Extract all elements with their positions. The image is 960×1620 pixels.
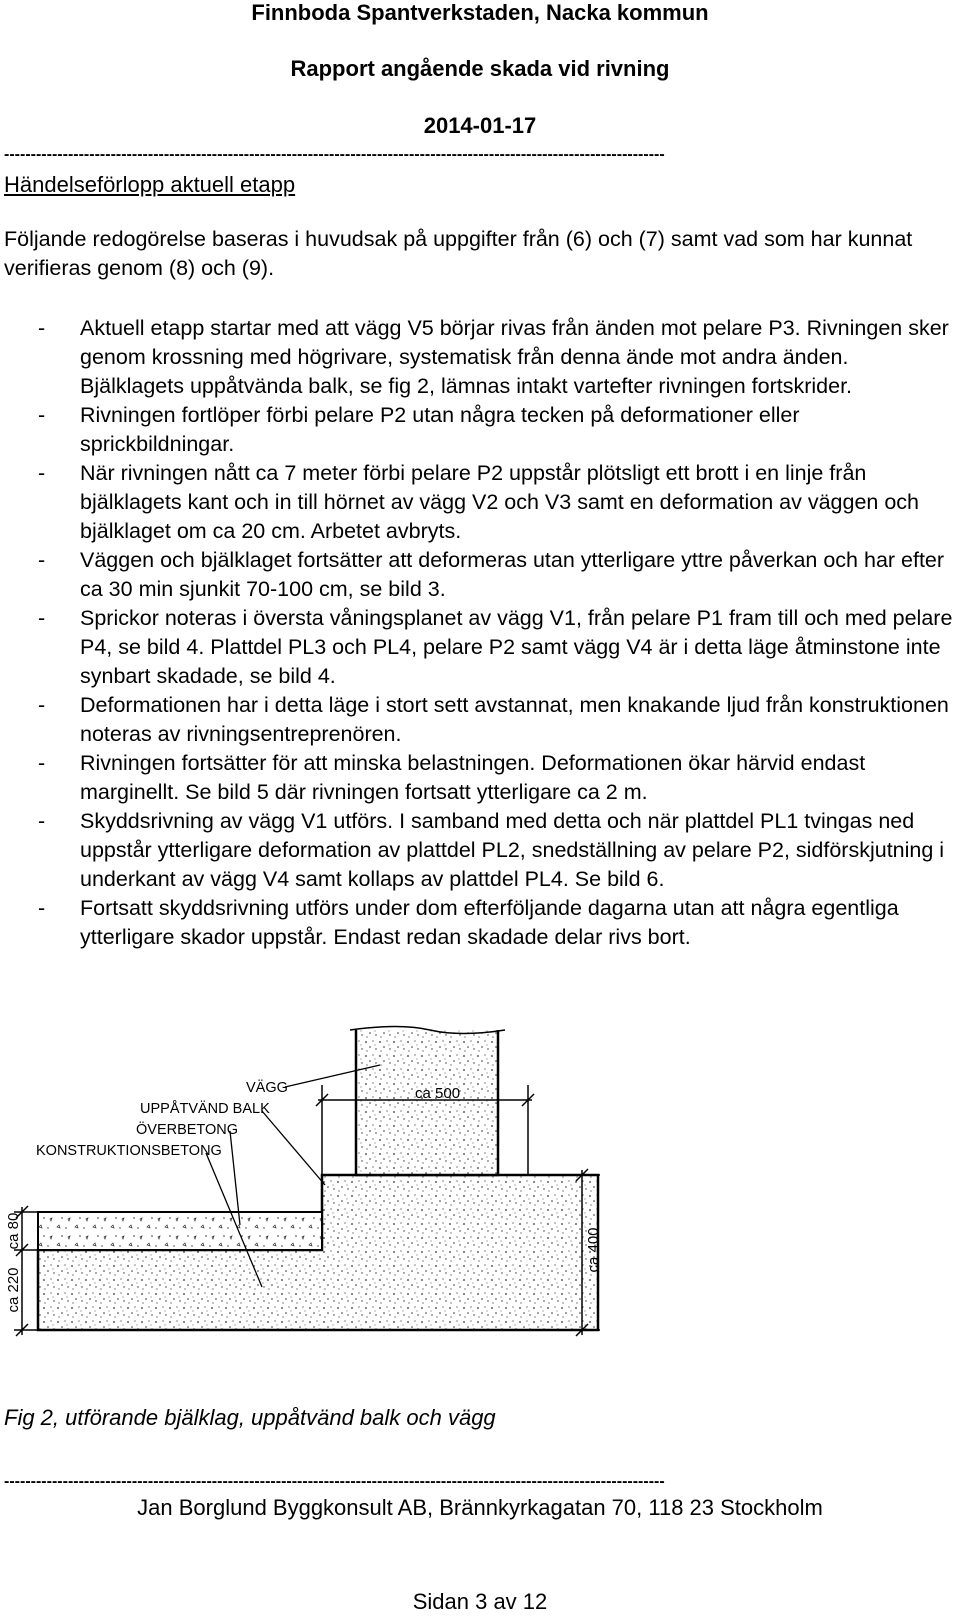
intro-paragraph: Följande redogörelse baseras i huvudsak på uppgifter från (6) och (7) samt vad som har kunnat verifieras genom (8) och (9).	[4, 227, 913, 280]
list-item-text: Sprickor noteras i översta våningsplanet av vägg V1, från pelare P1 fram till och med pelare P4, se bild 4. Plattdel PL3 och PL4, pelare P2 samt vägg V4 är i detta läge åtminstone inte synbart skadade, se bild 4.	[80, 606, 953, 688]
bullet-dash: -	[38, 606, 46, 630]
dimension-top-label: ca 80	[5, 1212, 22, 1250]
section-drawing-figure	[0, 1025, 960, 1365]
bullet-dash: -	[38, 809, 46, 833]
topping-layer	[38, 1212, 322, 1250]
bullet-dash: -	[38, 403, 46, 427]
label-structural: KONSTRUKTIONSBETONG	[36, 1143, 222, 1159]
list-item	[4, 459, 954, 546]
section-heading: Händelseförlopp aktuell etapp	[4, 172, 296, 197]
list-item	[4, 691, 954, 749]
list-item	[4, 807, 954, 894]
report-subtitle: Rapport angående skada vid rivning	[290, 56, 670, 81]
header-separator: ----------------------------------------------------------------------------------------------------------------------------	[4, 147, 665, 163]
bullet-dash: -	[38, 751, 46, 775]
list-item-text: Aktuell etapp startar med att vägg V5 börjar rivas från änden mot pelare P3. Rivningen sker genom krossning med högrivare, systematisk från denna ände mot andra änden. Bjälklagets uppåtvända balk, se fig 2, lämnas intakt vartefter rivningen fortskrider.	[80, 316, 949, 398]
list-item	[4, 546, 954, 604]
bullet-dash: -	[38, 896, 46, 920]
report-date: 2014-01-17	[423, 113, 537, 138]
list-item	[4, 401, 954, 459]
list-item-text: Skyddsrivning av vägg V1 utförs. I samband med detta och när plattdel PL1 tvingas ned uppstår ytterligare deformation av plattdel PL2, snedställning av pelare P2, sidförskjutning i underkant av vägg V4 samt kollaps av plattdel PL4. Se bild 6.	[80, 809, 945, 891]
page-number: Sidan 3 av 12	[412, 1589, 548, 1614]
dimension-slab-label: ca 220	[5, 1267, 22, 1313]
footer-company: Jan Borglund Byggkonsult AB, Brännkyrkagatan 70, 118 23 Stockholm	[137, 1495, 823, 1520]
document-title: Finnboda Spantverkstaden, Nacka kommun	[251, 0, 709, 25]
bullet-dash: -	[38, 693, 46, 717]
dimension-width-label: ca 500	[415, 1085, 461, 1102]
list-item	[4, 749, 954, 807]
label-beam: UPPÅTVÄND BALK	[140, 1101, 270, 1117]
list-item-text: När rivningen nått ca 7 meter förbi pelare P2 uppstår plötsligt ett brott i en linje från bjälklagets kant och in till hörnet av vägg V2 och V3 samt en deformation av väggen och bjälklaget om ca 20 cm. Arbetet avbryts.	[80, 461, 920, 543]
bullet-dash: -	[38, 548, 46, 572]
list-item-text: Rivningen fortsätter för att minska belastningen. Deformationen ökar härvid endast marginellt. Se bild 5 där rivningen fortsatt ytterligare ca 2 m.	[80, 751, 866, 804]
list-item	[4, 314, 954, 401]
bullet-dash: -	[38, 316, 46, 340]
figure-caption: Fig 2, utförande bjälklag, uppåtvänd balk och vägg	[4, 1405, 496, 1430]
structural-concrete-slab	[38, 1175, 598, 1330]
list-item	[4, 894, 954, 952]
label-wall: VÄGG	[246, 1080, 288, 1096]
event-list	[4, 314, 954, 952]
list-item-text: Deformationen har i detta läge i stort sett avstannat, men knakande ljud från konstruktionen noteras av rivningsentreprenören.	[80, 693, 949, 746]
bullet-dash: -	[38, 461, 46, 485]
dimension-height-label: ca 400	[585, 1227, 602, 1273]
list-item-text: Fortsatt skyddsrivning utförs under dom efterföljande dagarna utan att några egentliga ytterligare skador uppstår. Endast redan skadade delar rivs bort.	[80, 896, 899, 949]
label-topping: ÖVERBETONG	[136, 1122, 239, 1138]
list-item	[4, 604, 954, 691]
list-item-text: Rivningen fortlöper förbi pelare P2 utan några tecken på deformationer eller sprickbildningar.	[80, 403, 800, 456]
list-item-text: Väggen och bjälklaget fortsätter att deformeras utan ytterligare yttre påverkan och har efter ca 30 min sjunkit 70-100 cm, se bild 3.	[80, 548, 945, 601]
footer-separator: ----------------------------------------------------------------------------------------------------------------------------	[4, 1474, 665, 1490]
